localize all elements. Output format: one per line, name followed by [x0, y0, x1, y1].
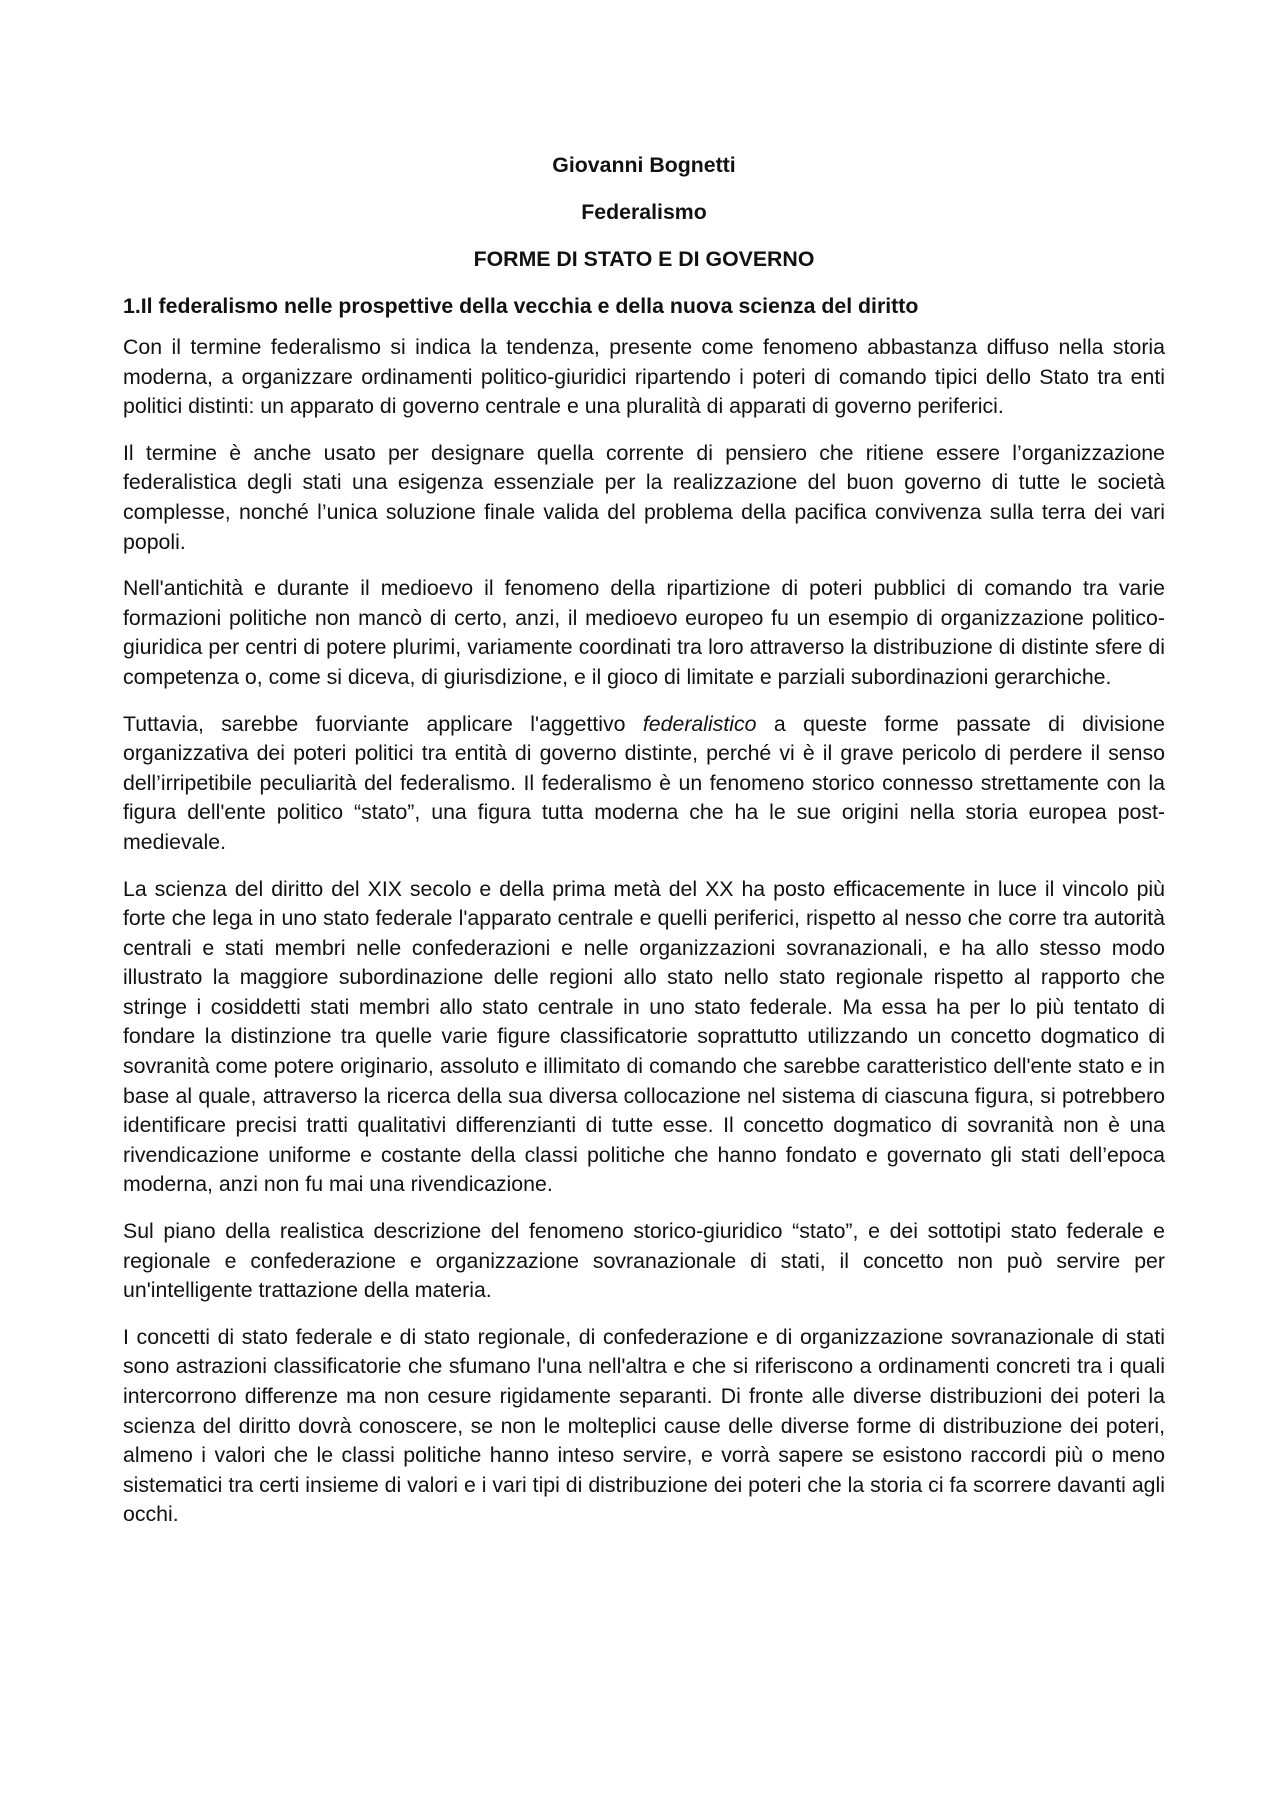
- paragraph-7: I concetti di stato federale e di stato regionale, di confederazione e di organizzazione sovranazionale di stati sono astrazioni classificatorie che sfumano l'una nell'altra e che si riferiscono a ordinamenti concreti tra i quali intercorrono differenze ma non cesure rigidamente separanti. Di fronte alle diverse distribuzioni dei poteri la scienza del diritto dovrà conoscere, se non le molteplici cause delle diverse forme di distribuzione dei poteri, almeno i valori che le classi politiche hanno inteso servire, e vorrà sapere se esistono raccordi più o meno sistematici tra certi insieme di valori e i vari tipi di distribuzione dei poteri che la storia ci fa scorrere davanti agli occhi.: [123, 1324, 1165, 1527]
- paragraph-4-italic-term: federalistico: [642, 711, 757, 736]
- document-body: [123, 150, 1165, 1547]
- paragraph-4: [123, 710, 1165, 858]
- paragraph-5: La scienza del diritto del XIX secolo e della prima metà del XX ha posto efficacemente in luce il vincolo più forte che lega in uno stato federale l'apparato centrale e quelli periferici, rispetto al nesso che corre tra autorità centrali e stati membri nelle confederazioni e nelle organizzazioni sovranazionali, e ha allo stesso modo illustrato la maggiore subordinazione delle regioni allo stato nello stato regionale rispetto al rapporto che stringe i cosiddetti stati membri allo stato centrale in uno stato federale. Ma essa ha per lo più tentato di fondare la distinzione tra quelle varie figure classificatorie soprattutto utilizzando un concetto dogmatico di sovranità come potere originario, assoluto e illimitato di comando che sarebbe caratteristico dell'ente stato e in base al quale, attraverso la ricerca della sua diversa collocazione nel sistema di ciascuna figura, si potrebbero identificare precisi tratti qualitativi differenzianti di tutte esse. Il concetto dogmatico di sovranità non è una rivendicazione uniforme e costante della classi politiche che hanno fondato e governato gli stati dell’epoca moderna, anzi non fu mai una rivendicazione.: [123, 876, 1165, 1197]
- section-heading: 1.Il federalismo nelle prospettive della vecchia e della nuova scienza del diritto: [123, 294, 919, 318]
- document-title: Federalismo: [581, 200, 707, 224]
- document-subtitle: FORME DI STATO E DI GOVERNO: [473, 247, 815, 271]
- paragraph-6: Sul piano della realistica descrizione del fenomeno storico-giuridico “stato”, e dei sottotipi stato federale e regionale e confederazione e organizzazione sovranazionale di stati, il concetto non può servire per un'intelligente trattazione della materia.: [123, 1219, 1165, 1303]
- author-heading: Giovanni Bognetti: [552, 153, 736, 177]
- paragraph-1: Con il termine federalismo si indica la tendenza, presente come fenomeno abbastanza diffuso nella storia moderna, a organizzare ordinamenti politico-giuridici ripartendo i poteri di comando tipici dello Stato tra enti politici distinti: un apparato di governo centrale e una pluralità di apparati di governo periferici.: [123, 335, 1165, 419]
- paragraph-2: Il termine è anche usato per designare quella corrente di pensiero che ritiene essere l’organizzazione federalistica degli stati una esigenza essenziale per la realizzazione del buon governo di tutte le società complesse, nonché l’unica soluzione finale valida del problema della pacifica convivenza sulla terra dei vari popoli.: [123, 440, 1165, 554]
- paragraph-3: Nell'antichità e durante il medioevo il fenomeno della ripartizione di poteri pubblici di comando tra varie formazioni politiche non mancò di certo, anzi, il medioevo europeo fu un esempio di organizzazione politico-giuridica per centri di potere plurimi, variamente coordinati tra loro attraverso la distribuzione di distinte sfere di competenza o, come si diceva, di giurisdizione, e il gioco di limitate e parziali subordinazioni gerarchiche.: [123, 576, 1165, 689]
- paragraph-4-part-1: Tuttavia, sarebbe fuorviante applicare l'aggettivo: [123, 711, 643, 736]
- paragraph-4-part-2: a queste forme passate di divisione organizzativa dei poteri politici tra entità di governo distinte, perché vi è il grave pericolo di perdere il senso dell’irripetibile peculiarità del federalismo. Il federalismo è un fenomeno storico connesso strettamente con la figura dell'ente politico “stato”, una figura tutta moderna che ha le sue origini nella storia europea post-medievale.: [123, 711, 1165, 854]
